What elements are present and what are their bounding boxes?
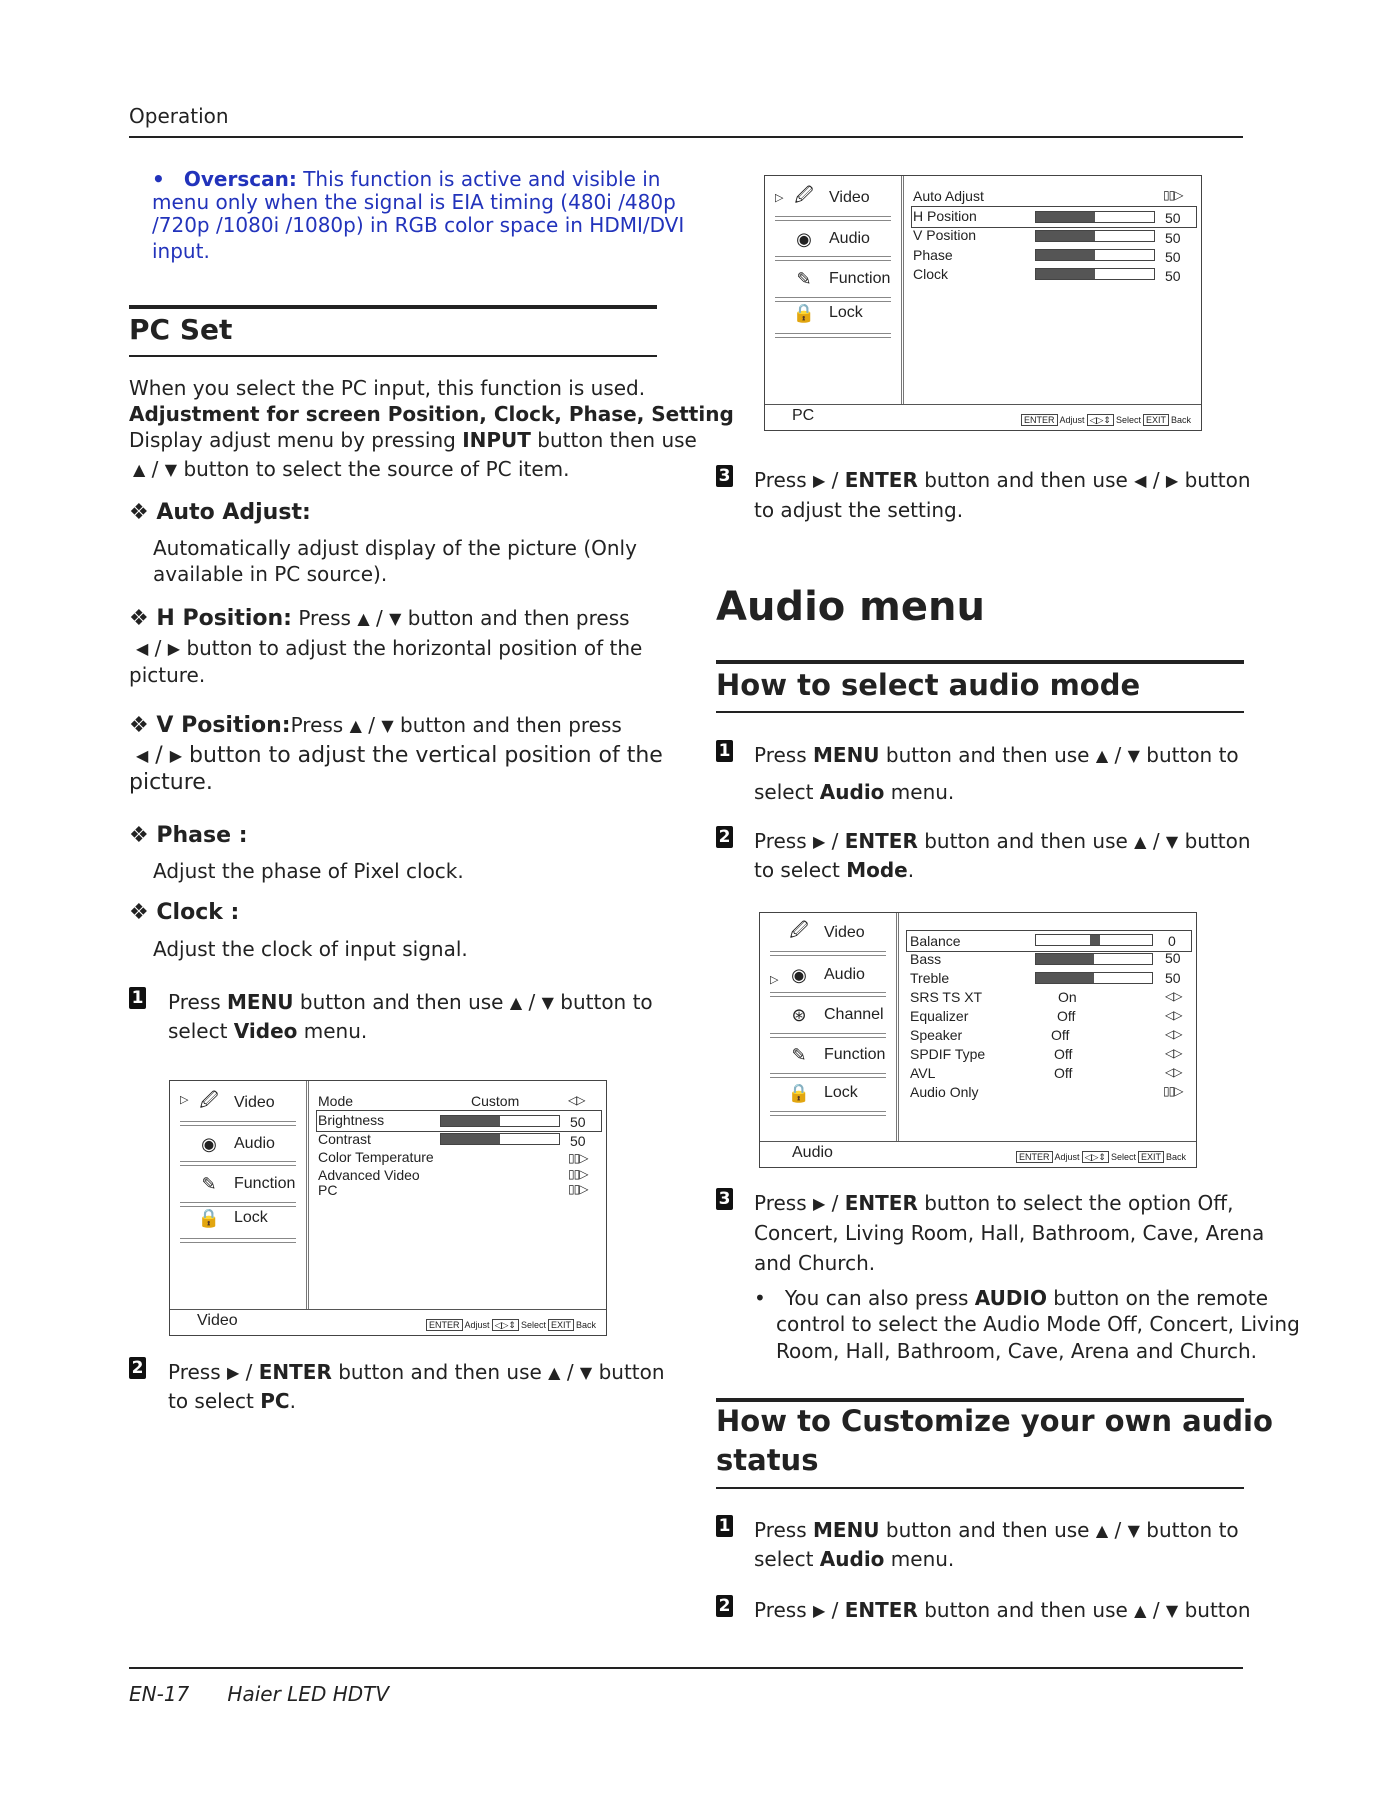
pc-step-2-line-1: Press ▶ / ENTER button and then use ▲ / ▼ button	[168, 1360, 665, 1384]
row-treble-label: Treble	[910, 970, 950, 986]
custom-step-2-line-1: Press ▶ / ENTER button and then use ▲ / ▼ button	[754, 1598, 1251, 1622]
row-mode-label: Mode	[318, 1093, 354, 1109]
menu-item-lock[interactable]: 🔒 Lock	[194, 1206, 268, 1230]
video-icon: 🖉	[789, 920, 809, 940]
osd-pc-menu: ▷ 🖉 Video ◉ Audio ✎ Function 🔒 Lock Auto Adjust ▯▯▷ H Position 50 V Position 50 Phase 50 Clock 50 PC ENTER Adjust ◁▷⇕ Select EXIT Back	[764, 175, 1202, 431]
pcset-bottom-rule	[129, 355, 657, 357]
customize-bottom-rule	[716, 1487, 1244, 1489]
right-arrow-icon: ▶	[167, 639, 181, 658]
selected-pointer-icon: ▷	[180, 1094, 189, 1106]
audio-menu-title: Audio menu	[716, 584, 985, 630]
enter-arrow-icon: ▯▯▷	[568, 1167, 588, 1181]
audio-icon: ◉	[201, 1133, 217, 1154]
custom-step-1-line-2: select Audio menu.	[754, 1547, 955, 1571]
osd-footer: PC ENTER Adjust ◁▷⇕ Select EXIT Back	[765, 404, 1201, 430]
enter-arrow-icon: ▯▯▷	[568, 1151, 588, 1165]
custom-step-1-line-1: Press MENU button and then use ▲ / ▼ button to	[754, 1518, 1239, 1542]
select-audio-bottom-rule	[716, 711, 1244, 713]
v-position-line-1: ❖ V Position:Press ▲ / ▼ button and then press	[129, 713, 622, 738]
pc-step-2-line-2: to select PC.	[168, 1389, 296, 1413]
audio-step-3-line-2: Concert, Living Room, Hall, Bathroom, Cave, Arena	[754, 1221, 1265, 1245]
row-speaker-label: Speaker	[910, 1027, 963, 1043]
menu-item-function[interactable]: ✎ Function	[784, 1043, 885, 1067]
osd-video-menu: ▷ 🖉 Video ◉ Audio ✎ Function 🔒 Lock Mode Custom ◁▷ Brightness 50 Contrast 50 Color Temperature ▯▯▷ Advanced Video ▯▯▷ PC ▯▯▷ Video ENTER Adjust ◁▷⇕ Select EXIT Back	[169, 1080, 607, 1336]
left-arrow-icon: ◀	[136, 639, 149, 658]
phase-bar[interactable]	[1035, 249, 1155, 261]
overscan-line-3: /720p /1080i /1080p) in RGB color space in HDMI/DVI	[152, 213, 685, 237]
step-2-badge: 2	[716, 1595, 733, 1617]
audio-step-2-line-1: Press ▶ / ENTER button and then use ▲ / ▼ button	[754, 829, 1251, 853]
row-color-temp-label: Color Temperature	[318, 1149, 434, 1165]
audio-icon: ◉	[791, 964, 807, 985]
v-position-line-2: ◀ / ▶ button to adjust the vertical position of the	[136, 743, 663, 768]
function-icon: ✎	[796, 268, 812, 289]
row-balance-label: Balance	[910, 933, 961, 949]
row-audio-only-label: Audio Only	[910, 1084, 979, 1100]
menu-item-video[interactable]: 🖉 Video	[194, 1091, 275, 1115]
product-name: Haier LED HDTV	[227, 1682, 390, 1706]
channel-icon: ⊛	[791, 1004, 807, 1025]
v-position-bar[interactable]	[1035, 230, 1155, 242]
audio-step-3-line-3: and Church.	[754, 1251, 876, 1275]
enter-arrow-icon: ▯▯▷	[1163, 188, 1183, 202]
pcset-adjust-heading: Adjustment for screen Position, Clock, Phase, Setting	[129, 402, 734, 426]
row-phase-label: Phase	[913, 247, 953, 263]
h-position-line-3: picture.	[129, 663, 206, 687]
row-mode-value: Custom	[471, 1093, 520, 1109]
row-advanced-video-label: Advanced Video	[318, 1167, 420, 1183]
menu-item-function[interactable]: ✎ Function	[789, 267, 890, 291]
v-position-line-3: picture.	[129, 770, 213, 795]
video-icon: 🖉	[794, 185, 814, 205]
step-2-badge: 2	[129, 1357, 146, 1379]
pcset-title: PC Set	[129, 313, 233, 346]
osd-audio-menu: 🖉 Video ▷ ◉ Audio ⊛ Channel ✎ Function 🔒 Lock Balance 0 Bass 50 Treble 50 SRS TS XT On ◁▷ Equalizer Off ◁▷ Speaker Off ◁▷ SPDIF Type Off ◁▷ AVL Off ◁▷ Audio Only ▯▯▷ Audio ENTER Adjust ◁▷⇕ Select EXIT Back	[759, 912, 1197, 1168]
audio-bullet-line-1: • You can also press AUDIO button on the remote	[754, 1286, 1269, 1310]
auto-adjust-text-2: available in PC source).	[153, 562, 388, 586]
row-contrast-label: Contrast	[318, 1131, 371, 1147]
nav-arrows-icon: ◁▷⇕	[492, 1319, 519, 1331]
menu-item-video[interactable]: 🖉 Video	[784, 921, 865, 945]
lock-icon: 🔒	[787, 1082, 811, 1103]
audio-step-3-line-1: Press ▶ / ENTER button to select the option Off,	[754, 1191, 1234, 1215]
overscan-line-4: input.	[152, 239, 210, 263]
adjust-arrows-icon: ◁▷	[568, 1093, 585, 1107]
step-1-badge: 1	[716, 1515, 733, 1537]
bass-bar[interactable]	[1035, 953, 1153, 965]
page-footer	[129, 1682, 389, 1706]
pc-step-1-line-2: select Video menu.	[168, 1019, 368, 1043]
pc-step-1-line-1: Press MENU button and then use ▲ / ▼ button to	[168, 990, 653, 1014]
audio-bullet-line-3: Room, Hall, Bathroom, Cave, Arena and Church.	[776, 1339, 1257, 1363]
step-3-badge: 3	[716, 465, 733, 487]
clock-text: Adjust the clock of input signal.	[153, 937, 468, 961]
auto-adjust-text-1: Automatically adjust display of the picture (Only	[153, 536, 637, 560]
header-rule	[129, 136, 1243, 138]
pcset-top-rule	[129, 305, 657, 309]
pcset-intro: When you select the PC input, this function is used.	[129, 376, 646, 400]
brightness-bar[interactable]	[440, 1115, 560, 1127]
h-position-bar[interactable]	[1035, 211, 1155, 223]
step-2-badge: 2	[716, 826, 733, 848]
row-spdif-label: SPDIF Type	[910, 1046, 986, 1062]
enter-arrow-icon: ▯▯▷	[568, 1182, 588, 1196]
row-pc-label: PC	[318, 1182, 338, 1198]
menu-item-lock[interactable]: 🔒 Lock	[789, 301, 863, 325]
row-h-position-label: H Position	[913, 208, 977, 224]
h-position-line-1: ❖ H Position: Press ▲ / ▼ button and then press	[129, 606, 630, 631]
function-icon: ✎	[791, 1044, 807, 1065]
select-audio-top-rule	[716, 660, 1244, 664]
lock-icon: 🔒	[197, 1207, 221, 1228]
contrast-bar[interactable]	[440, 1133, 560, 1145]
section-header: Operation	[129, 104, 229, 128]
audio-icon: ◉	[796, 228, 812, 249]
auto-adjust-title: ❖ Auto Adjust:	[129, 500, 311, 525]
up-arrow-icon: ▲	[133, 460, 146, 479]
footer-rule	[129, 1667, 1243, 1669]
menu-item-audio[interactable]: ◉ Audio	[789, 227, 870, 251]
menu-item-audio[interactable]: ◉ Audio	[194, 1132, 275, 1156]
phase-text: Adjust the phase of Pixel clock.	[153, 859, 464, 883]
video-icon: 🖉	[199, 1090, 219, 1110]
audio-bullet-line-2: control to select the Audio Mode Off, Concert, Living	[776, 1312, 1300, 1336]
treble-bar[interactable]	[1035, 972, 1153, 984]
audio-step-1-line-1: Press MENU button and then use ▲ / ▼ button to	[754, 743, 1239, 767]
overscan-line-1: • Overscan: This function is active and visible in	[152, 167, 661, 191]
customize-title-line-2: status	[716, 1443, 819, 1477]
row-equalizer-label: Equalizer	[910, 1008, 969, 1024]
select-audio-mode-title: How to select audio mode	[716, 668, 1141, 702]
menu-item-function[interactable]: ✎ Function	[194, 1172, 295, 1196]
menu-item-video[interactable]: 🖉 Video	[789, 186, 870, 210]
row-brightness-label: Brightness	[318, 1112, 385, 1128]
customize-title-line-1: How to Customize your own audio	[716, 1404, 1273, 1438]
step-1-badge: 1	[129, 987, 146, 1009]
row-auto-adjust-label: Auto Adjust	[913, 188, 984, 204]
osd-footer: Audio ENTER Adjust ◁▷⇕ Select EXIT Back	[760, 1141, 1196, 1167]
lock-icon: 🔒	[792, 302, 816, 323]
pcset-select-line: ▲ / ▼ button to select the source of PC item.	[133, 457, 570, 481]
audio-step-1-line-2: select Audio menu.	[754, 780, 955, 804]
phase-title: ❖ Phase :	[129, 823, 248, 848]
audio-step-2-line-2: to select Mode.	[754, 858, 915, 882]
osd-footer: Video ENTER Adjust ◁▷⇕ Select EXIT Back	[170, 1309, 606, 1335]
overscan-label: Overscan:	[183, 167, 297, 191]
pcset-display-line: Display adjust menu by pressing INPUT button then use	[129, 428, 697, 452]
row-clock-label: Clock	[913, 266, 949, 282]
function-icon: ✎	[201, 1173, 217, 1194]
menu-item-channel[interactable]: ⊛ Channel	[784, 1003, 884, 1027]
row-avl-label: AVL	[910, 1065, 936, 1081]
balance-bar[interactable]	[1035, 934, 1153, 946]
clock-title: ❖ Clock :	[129, 900, 240, 925]
step-3-badge: 3	[716, 1188, 733, 1210]
row-v-position-label: V Position	[913, 227, 977, 243]
overscan-line-2: menu only when the signal is EIA timing (480i /480p	[152, 190, 676, 214]
down-arrow-icon: ▼	[164, 460, 178, 479]
menu-item-lock[interactable]: 🔒 Lock	[784, 1081, 858, 1105]
page-number: EN-17	[129, 1682, 190, 1706]
clock-bar[interactable]	[1035, 268, 1155, 280]
pc-step-3-line-1: Press ▶ / ENTER button and then use ◀ / ▶ button	[754, 468, 1251, 492]
step-1-badge: 1	[716, 740, 733, 762]
row-bass-label: Bass	[910, 951, 942, 967]
row-srs-label: SRS TS XT	[910, 989, 983, 1005]
h-position-line-2: ◀ / ▶ button to adjust the horizontal position of the	[136, 636, 643, 660]
menu-item-audio[interactable]: ◉ Audio	[784, 963, 865, 987]
pc-step-3-line-2: to adjust the setting.	[754, 498, 964, 522]
